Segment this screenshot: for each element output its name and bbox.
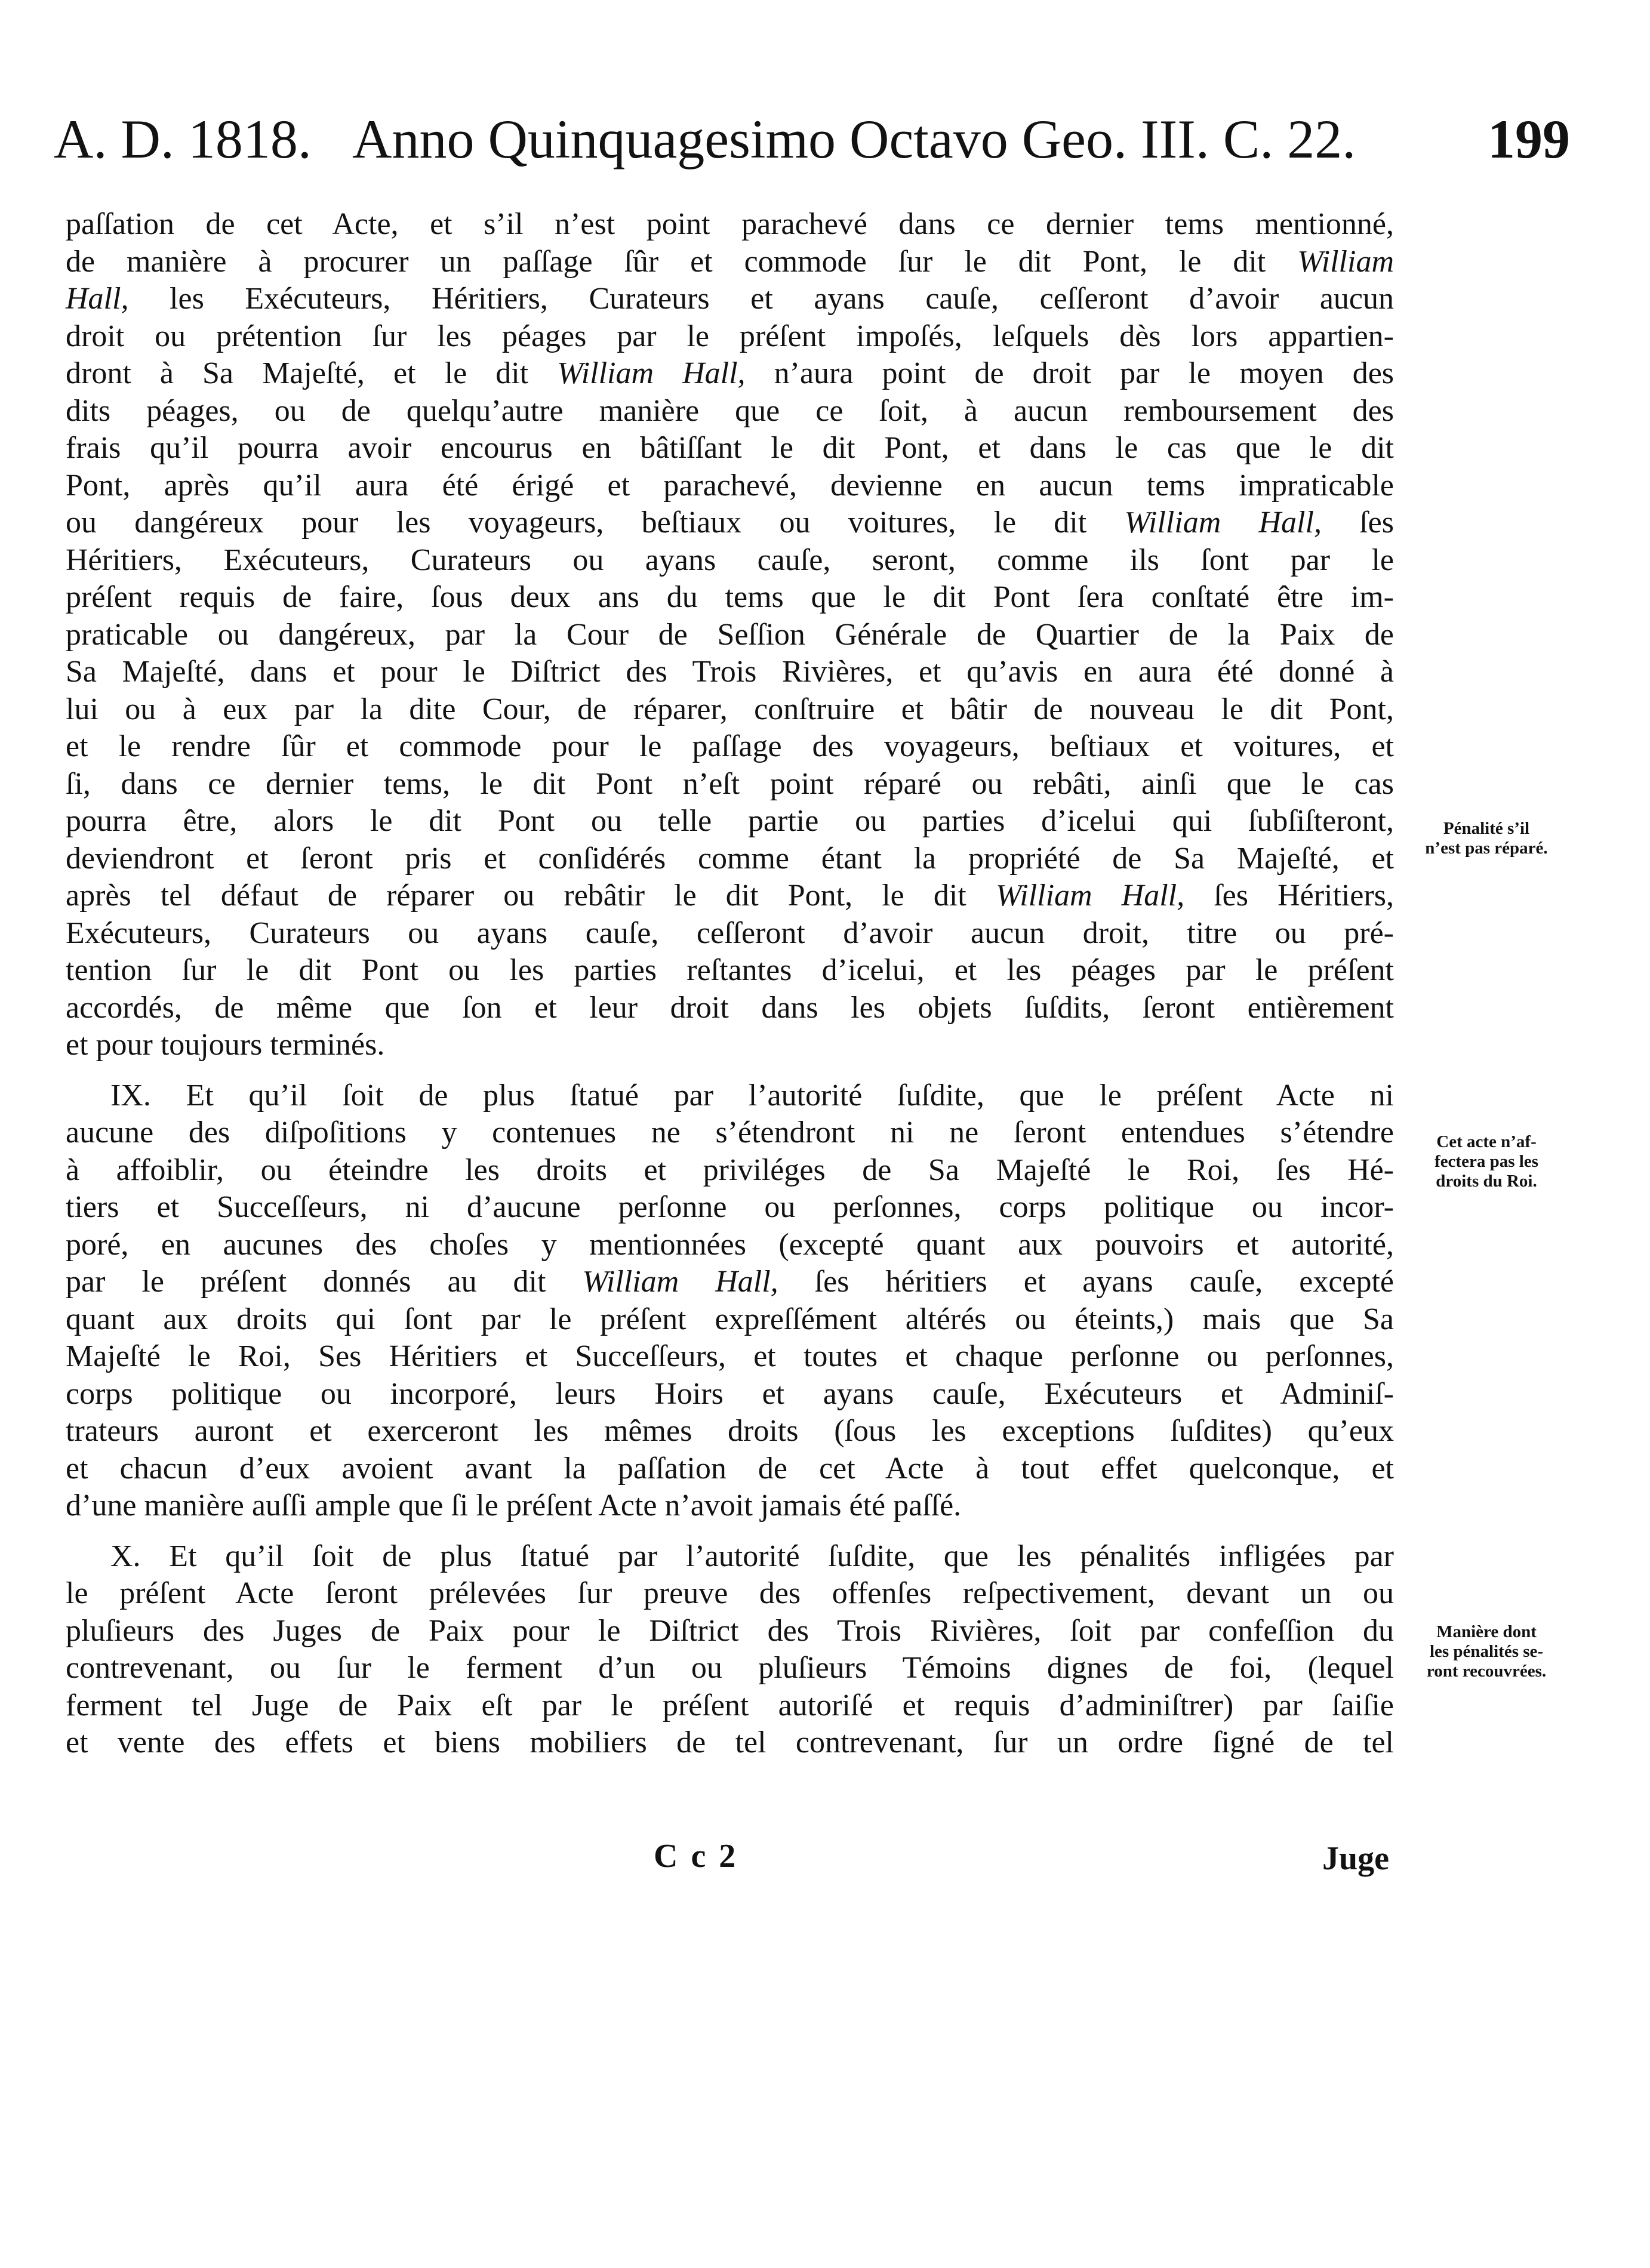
text-line: ou dangéreux pour les voyageurs, beſtiaux ou voitures, le dit William Hall, ſes <box>66 506 1394 540</box>
section-ix-first-line: IX. Et qu’il ſoit de plus ſtatué par l’autorité ſuſdite, que le préſent Acte ni <box>110 1078 1394 1113</box>
text-line: ſi, dans ce dernier tems, le dit Pont n’eſt point réparé ou rebâti, ainſi que le cas <box>66 766 1394 801</box>
catchword: Juge <box>1322 1840 1389 1877</box>
text-line: le préſent Acte ſeront prélevées ſur preuve des offenſes reſpectivement, devant un ou <box>66 1576 1394 1610</box>
text-line: tention ſur le dit Pont ou les parties reſtantes d’icelui, et les péages par le préſent <box>66 953 1394 987</box>
act-title: Anno Quinquagesimo Octavo Geo. III. C. 22. <box>352 109 1356 170</box>
section-x-first-line: X. Et qu’il ſoit de plus ſtatué par l’autorité ſuſdite, que les pénalités infligées par <box>110 1539 1394 1573</box>
text-line: Hall, les Exécuteurs, Héritiers, Curateurs et ayans cauſe, ceſſeront d’avoir aucun <box>66 282 1395 316</box>
text-line: préſent requis de faire, ſous deux ans du tems que le dit Pont ſera conſtaté être im- <box>66 580 1394 614</box>
text-line: et le rendre ſûr et commode pour le paſſage des voyageurs, beſtiaux et voitures, et <box>66 729 1394 763</box>
text-line: praticable ou dangéreux, par la Cour de Seſſion Générale de Quartier de la Paix de <box>66 617 1394 652</box>
text-line: Pont, après qu’il aura été érigé et parachevé, devienne en aucun tems impraticable <box>66 468 1394 503</box>
text-line: après tel défaut de réparer ou rebâtir le dit Pont, le dit William Hall, ſes Héritiers, <box>66 879 1395 913</box>
signature-mark: C c 2 <box>654 1838 738 1875</box>
text-line: poré, en aucunes des choſes y mentionnées (excepté quant aux pouvoirs et autorité, <box>66 1227 1394 1262</box>
body-text <box>66 206 1394 1762</box>
text-line: droit ou prétention ſur les péages par le préſent impoſés, leſquels dès lors appartien- <box>66 319 1394 353</box>
text-line: pluſieurs des Juges de Paix pour le Diſtrict des Trois Rivières, ſoit par confeſſion du <box>66 1613 1394 1648</box>
text-line: par le préſent donnés au dit William Hall, ſes héritiers et ayans cauſe, excepté <box>66 1265 1395 1299</box>
text-line: Sa Majeſté, dans et pour le Diſtrict des Trois Rivières, et qu’avis en aura été donné à <box>66 655 1394 689</box>
text-line: accordés, de même que ſon et leur droit dans les objets ſuſdits, ſeront entièrement <box>66 990 1394 1025</box>
text-line: dits péages, ou de quelqu’autre manière que ce ſoit, à aucun remboursement des <box>66 393 1394 428</box>
text-line: frais qu’il pourra avoir encourus en bâtiſſant le dit Pont, et dans le cas que le dit <box>66 431 1394 465</box>
text-line: et pour toujours terminés. <box>66 1028 385 1062</box>
name-hall: Hall, <box>66 282 129 316</box>
name-william-hall: William Hall, <box>1124 506 1322 540</box>
text-line: Héritiers, Exécuteurs, Curateurs ou ayans cauſe, seront, comme ils ſont par le <box>66 543 1394 577</box>
text-line: et vente des effets et biens mobiliers de tel contrevenant, ſur un ordre ſigné de tel <box>66 1725 1394 1759</box>
margin-note-penalty-recovery: Manière dont les pénalités se- ront recouvrées. <box>1426 1622 1547 1681</box>
text-line: aucune des diſpoſitions y contenues ne s’étendront ni ne ſeront entendues s’étendre <box>66 1115 1394 1150</box>
text-line: tiers et Succeſſeurs, ni d’aucune perſonne ou perſonnes, corps politique ou incor- <box>66 1190 1394 1224</box>
text-line: paſſation de cet Acte, et s’il n’est point parachevé dans ce dernier tems mentionné, <box>66 207 1394 241</box>
text-line: pourra être, alors le dit Pont ou telle partie ou parties d’icelui qui ſubſiſteront, <box>66 804 1394 838</box>
text-line: à affoiblir, ou éteindre les droits et priviléges de Sa Majeſté le Roi, ſes Hé- <box>66 1153 1394 1187</box>
anno-domini: A. D. 1818. <box>54 109 312 170</box>
text-line: de manière à procurer un paſſage ſûr et commode ſur le dit Pont, le dit William <box>66 244 1394 279</box>
text-line: Exécuteurs, Curateurs ou ayans cauſe, ceſſeront d’avoir aucun droit, titre ou pré- <box>66 916 1394 950</box>
name-william: William <box>1297 244 1394 279</box>
text-line: lui ou à eux par la dite Cour, de réparer, conſtruire et bâtir de nouveau le dit Pont, <box>66 692 1394 726</box>
name-william-hall: William Hall, <box>557 356 746 390</box>
margin-note-crown-rights: Cet acte n’af- fectera pas les droits du Roi. <box>1434 1132 1538 1191</box>
text-line: deviendront et ſeront pris et conſidérés comme étant la propriété de Sa Majeſté, et <box>66 841 1394 876</box>
text-line: et chacun d’eux avoient avant la paſſation de cet Acte à tout effet quelconque, et <box>66 1451 1394 1486</box>
name-william-hall: William Hall, <box>995 879 1185 913</box>
text-line: d’une manière auſſi ample que ſi le préſent Acte n’avoit jamais été paſſé. <box>66 1489 962 1523</box>
text-line: quant aux droits qui ſont par le préſent expreſſément altérés ou éteints,) mais que Sa <box>66 1302 1394 1336</box>
text-line: ferment tel Juge de Paix eſt par le préſent autoriſé et requis d’adminiſtrer) par ſaiſie <box>66 1688 1394 1722</box>
running-header <box>54 107 1570 191</box>
text-line: contrevenant, ou ſur le ferment d’un ou pluſieurs Témoins dignes de foi, (lequel <box>66 1651 1394 1685</box>
page-number: 199 <box>1488 109 1570 170</box>
text-line: trateurs auront et exerceront les mêmes droits (ſous les exceptions ſuſdites) qu’eux <box>66 1414 1394 1448</box>
margin-note-penalty: Pénalité s’il n’est pas réparé. <box>1425 819 1548 858</box>
text-line: dront à Sa Majeſté, et le dit William Hall, n’aura point de droit par le moyen des <box>66 356 1395 390</box>
text-line: corps politique ou incorporé, leurs Hoirs et ayans cauſe, Exécuteurs et Adminiſ- <box>66 1376 1394 1411</box>
name-william-hall: William Hall, <box>582 1265 778 1299</box>
text-line: Majeſté le Roi, Ses Héritiers et Succeſſeurs, et toutes et chaque perſonne ou perſonnes, <box>66 1339 1394 1373</box>
